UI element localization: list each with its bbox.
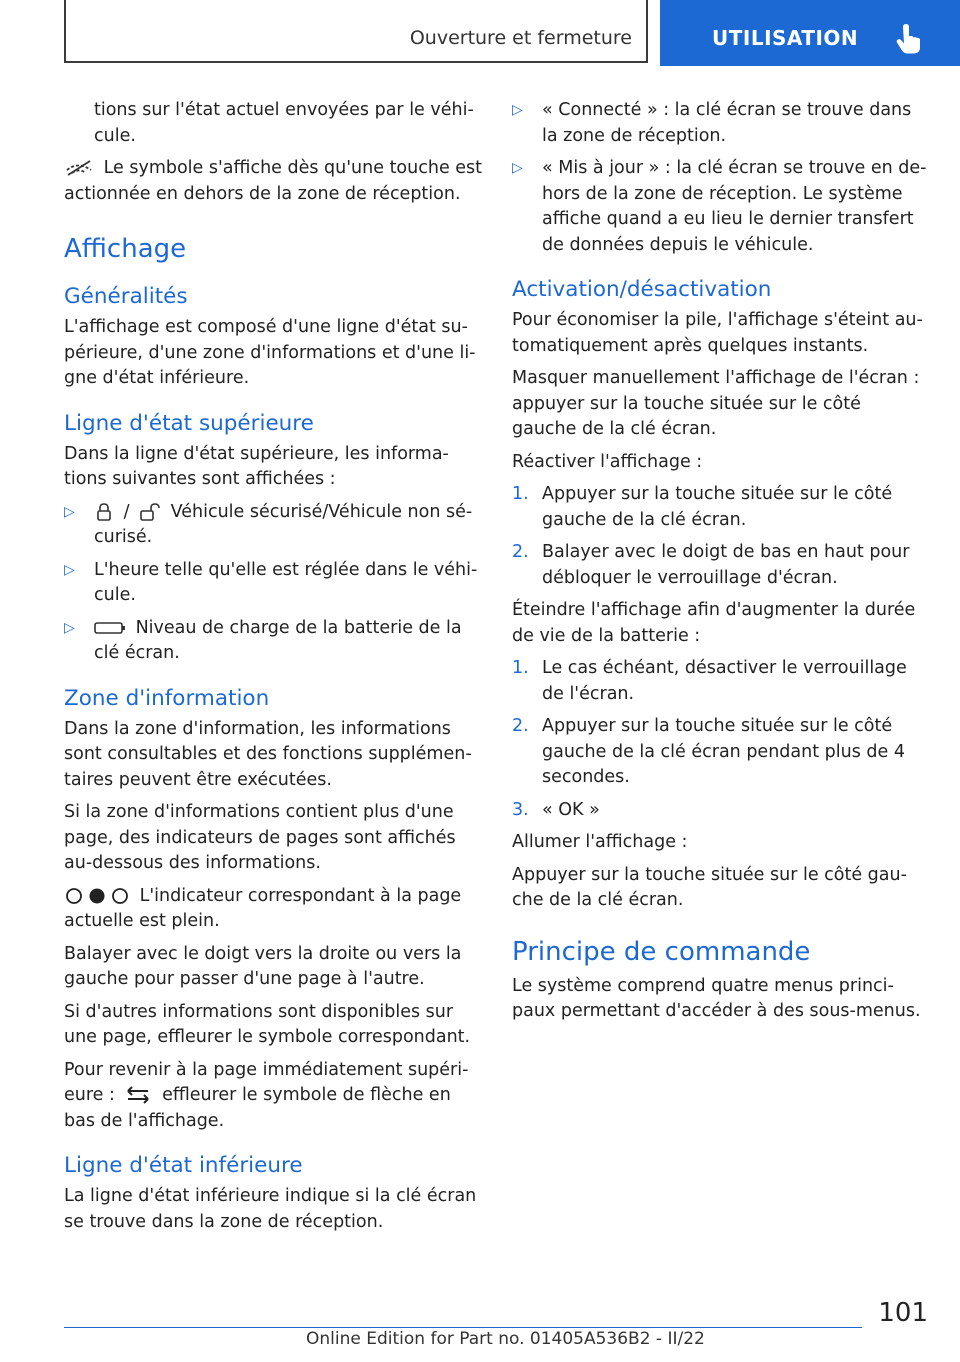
list-item-text: Véhicule sécurisé/Véhicule non sé-curisé. xyxy=(94,501,473,547)
paragraph-zone-1: Dans la zone d'information, les informations sont consultables et des fonctions supplémen-taires peuvent être exécutées. xyxy=(64,718,472,790)
step-text: « OK » xyxy=(542,799,600,820)
step-number: 2. xyxy=(512,542,529,562)
step-text: Appuyer sur la touche située sur le côté gauche de la clé écran. xyxy=(542,484,893,530)
footer-divider xyxy=(64,1327,862,1328)
no-signal-icon xyxy=(64,160,94,176)
back-arrow-icon xyxy=(124,1085,152,1105)
paragraph-back-start: Pour revenir à la page immédiatement supéri-eure : xyxy=(64,1059,469,1105)
paragraph-masquer: Masquer manuellement l'affichage de l'écran : appuyer sur la touche située sur le côté gauche de la clé écran. xyxy=(512,368,920,439)
footer-edition: Online Edition for Part no. 01405A536B2 - II/22 xyxy=(306,1329,705,1349)
step-number: 1. xyxy=(512,484,529,504)
page-number: 101 xyxy=(878,1298,928,1328)
bullet-marker: ▷ xyxy=(64,561,75,578)
lock-open-icon xyxy=(139,502,161,522)
paragraph-economiser: Pour économiser la pile, l'affichage s'éteint au-tomatiquement après quelques instants. xyxy=(512,310,923,356)
lock-closed-icon xyxy=(94,502,114,522)
paragraph-back xyxy=(64,1058,482,1135)
paragraph-back-end: effleurer le symbole de flèche en bas de l'affichage. xyxy=(64,1085,451,1131)
numbered-item xyxy=(512,540,930,591)
step-text: Appuyer sur la touche située sur le côté gauche de la clé écran pendant plus de 4 secondes. xyxy=(542,716,905,787)
paragraph-symbol-text: Le symbole s'affiche dès qu'une touche est actionnée en dehors de la zone de réception. xyxy=(64,158,483,204)
heading-ligne-inferieure: Ligne d'état inférieure xyxy=(64,1153,303,1178)
paragraph-allumer: Allumer l'affichage : xyxy=(512,832,688,852)
paragraph-ligne-superieure: Dans la ligne d'état supérieure, les informa-tions suivantes sont affichées : xyxy=(64,443,449,489)
bullet-marker: ▷ xyxy=(512,160,523,176)
list-item-text: « Connecté » : la clé écran se trouve dans la zone de réception. xyxy=(542,100,912,146)
list-item-text: Niveau de charge de la batterie de la clé écran. xyxy=(94,617,462,663)
heading-zone-information: Zone d'information xyxy=(64,685,270,711)
paragraph-ligne-inferieure: La ligne d'état inférieure indique si la clé écran se trouve dans la zone de réception. xyxy=(64,1186,477,1232)
list-item xyxy=(64,558,482,609)
paragraph-allumer-text: Appuyer sur la touche située sur le côté gau-che de la clé écran. xyxy=(512,864,907,910)
bullet-marker: ▷ xyxy=(64,619,75,636)
step-text: Le cas échéant, désactiver le verrouillage de l'écran. xyxy=(542,658,907,704)
paragraph-reactiver: Réactiver l'affichage : xyxy=(512,451,703,472)
hand-pointer-icon xyxy=(894,24,922,54)
numbered-item xyxy=(512,482,930,533)
bullet-marker: ▷ xyxy=(64,503,75,520)
header-section-box xyxy=(64,0,648,63)
header-section-title: Ouverture et fermeture xyxy=(409,27,632,49)
bullet-marker: ▷ xyxy=(512,102,523,118)
paragraph-generalites: L'affichage est composé d'une ligne d'état su-périeure, d'une zone d'informations et d'une li-gne d'état inférieure. xyxy=(64,317,476,388)
numbered-item xyxy=(512,798,930,824)
list-item xyxy=(64,616,482,667)
paragraph-eteindre: Éteindre l'affichage afin d'augmenter la durée de vie de la batterie : xyxy=(512,600,916,646)
left-column xyxy=(64,98,482,1242)
step-number: 2. xyxy=(512,716,529,736)
header-chapter-title: UTILISATION xyxy=(712,26,859,50)
heading-ligne-superieure: Ligne d'état supérieure xyxy=(64,410,314,436)
heading-activation: Activation/désactivation xyxy=(512,277,772,302)
page-dots-icon xyxy=(64,887,130,905)
list-item-text: L'heure telle qu'elle est réglée dans le véhi-cule. xyxy=(94,559,478,605)
heading-principe: Principe de commande xyxy=(512,936,811,967)
header-chapter-tab xyxy=(660,0,960,66)
paragraph-other-info: Si d'autres informations sont disponibles sur une page, effleurer le symbole correspondant. xyxy=(64,1001,471,1047)
paragraph-continued: tions sur l'état actuel envoyées par le véhi-cule. xyxy=(94,100,474,146)
list-item xyxy=(512,156,930,258)
list-item xyxy=(512,98,930,149)
paragraph-symbol xyxy=(64,156,482,207)
step-number: 1. xyxy=(512,658,529,678)
numbered-item xyxy=(512,656,930,707)
heading-affichage: Affichage xyxy=(64,234,187,264)
right-column xyxy=(512,98,930,1032)
list-item xyxy=(64,500,482,551)
lock-separator: / xyxy=(123,501,130,522)
battery-icon xyxy=(94,620,126,636)
paragraph-principe: Le système comprend quatre menus princi-paux permettant d'accéder à des sous-menus. xyxy=(512,975,921,1021)
step-text: Balayer avec le doigt de bas en haut pour débloquer le verrouillage d'écran. xyxy=(542,542,910,588)
heading-generalites: Généralités xyxy=(64,284,188,309)
paragraph-indicator-text: L'indicateur correspondant à la page actuelle est plein. xyxy=(64,885,462,931)
page-header xyxy=(64,0,960,66)
paragraph-indicator xyxy=(64,884,482,935)
list-item-text: « Mis à jour » : la clé écran se trouve en de-hors de la zone de réception. Le système affiche quand a eu lieu le dernier transfert de données depuis le véhicule. xyxy=(542,158,927,255)
numbered-item xyxy=(512,714,930,791)
paragraph-zone-2: Si la zone d'informations contient plus d'une page, des indicateurs de pages sont affichés au-dessous des informations. xyxy=(64,802,456,873)
step-number: 3. xyxy=(512,799,529,820)
paragraph-swipe: Balayer avec le doigt vers la droite ou vers la gauche pour passer d'une page à l'autre. xyxy=(64,943,462,989)
